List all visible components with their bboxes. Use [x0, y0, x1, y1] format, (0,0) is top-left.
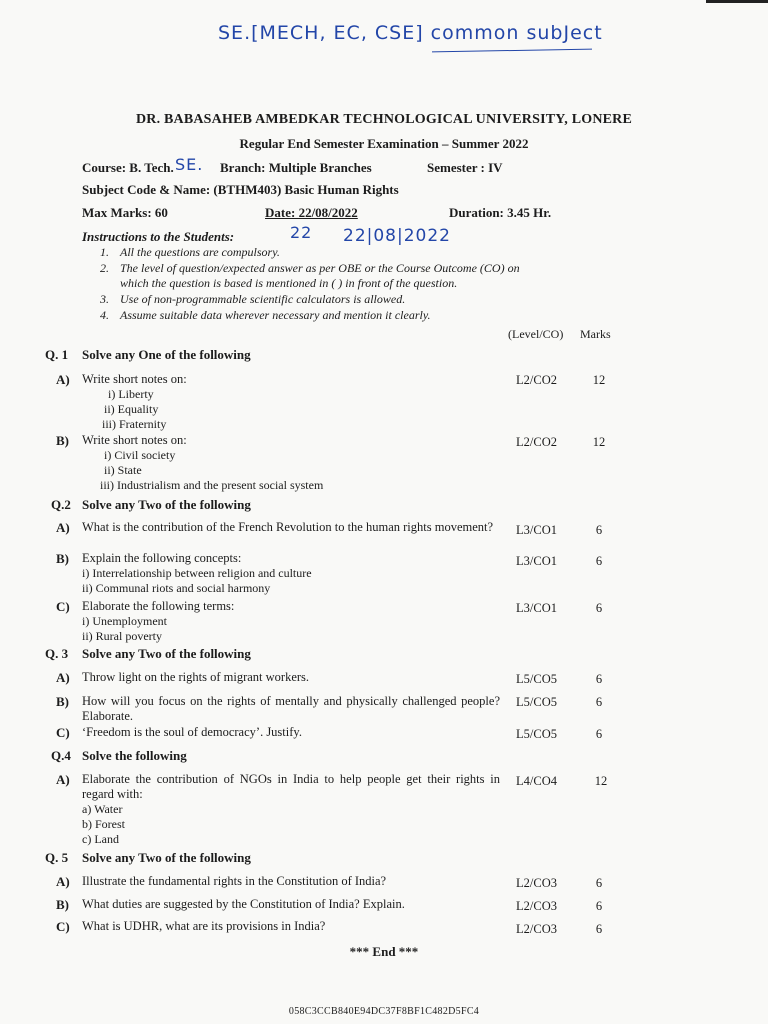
question-text: Illustrate the fundamental rights in the Constitution of India?: [82, 874, 387, 888]
end-marker: *** End ***: [349, 944, 419, 959]
question-text: Write short notes on: i) Civil society ii) State iii) Industrialism and the present social system: [82, 433, 324, 492]
level-co: L3/CO1: [516, 554, 557, 568]
question-heading: Solve any Two of the following: [82, 646, 251, 661]
branch: Branch: Multiple Branches: [220, 160, 372, 175]
university-title: DR. BABASAHEB AMBEDKAR TECHNOLOGICAL UNIVERSITY, LONERE: [135, 112, 633, 127]
question-text: Throw light on the rights of migrant workers.: [82, 670, 310, 684]
part-label: A): [56, 520, 70, 535]
semester: Semester : IV: [427, 160, 503, 175]
question-heading: Solve any Two of the following: [82, 497, 251, 512]
marks: 6: [595, 922, 603, 936]
question-text: How will you focus on the rights of mentally and physically challenged people? Elaborate.: [82, 694, 500, 723]
handwritten-se-mark: SE.: [175, 155, 204, 174]
part-label: C): [56, 919, 70, 934]
level-co: L2/CO3: [516, 922, 557, 936]
level-co: L4/CO4: [516, 774, 557, 788]
question-heading: Solve any Two of the following: [82, 850, 251, 865]
level-co: L5/CO5: [516, 727, 557, 741]
part-label: C): [56, 599, 70, 614]
question-heading: Solve the following: [82, 748, 187, 763]
marks-header: Marks: [580, 327, 611, 341]
marks: 6: [595, 695, 603, 709]
scan-edge-mark: [706, 0, 768, 3]
marks: 6: [595, 672, 603, 686]
marks: 6: [595, 601, 603, 615]
part-label: A): [56, 772, 70, 787]
marks: 12: [594, 774, 608, 788]
handwritten-date-old: 22: [290, 223, 313, 242]
part-label: B): [56, 897, 69, 912]
level-co: L2/CO2: [516, 435, 557, 449]
question-number: Q. 5: [45, 850, 69, 865]
instruction-4: 4. Assume suitable data wherever necessary and mention it clearly.: [100, 308, 431, 322]
marks: 6: [595, 554, 603, 568]
question-text: Elaborate the following terms: i) Unemployment ii) Rural poverty: [82, 599, 235, 643]
part-label: C): [56, 725, 70, 740]
part-label: A): [56, 670, 70, 685]
question-number: Q.2: [51, 497, 71, 512]
part-label: B): [56, 433, 69, 448]
exam-title: Regular End Semester Examination – Summer 2022: [239, 136, 529, 151]
part-label: B): [56, 551, 69, 566]
marks: 6: [595, 899, 603, 913]
question-text: Explain the following concepts: i) Interrelationship between religion and culture ii) Communal riots and social harmony: [82, 551, 312, 595]
level-co: L5/CO5: [516, 695, 557, 709]
handwritten-underline: [432, 49, 592, 53]
course: Course: B. Tech.: [82, 160, 174, 175]
handwritten-note: SE.[MECH, EC, CSE] common subJect: [218, 22, 603, 44]
level-co: L3/CO1: [516, 601, 557, 615]
question-text: What is UDHR, what are its provisions in India?: [82, 919, 326, 933]
level-co: L3/CO1: [516, 523, 557, 537]
marks: 6: [595, 876, 603, 890]
question-heading: Solve any One of the following: [82, 347, 251, 362]
subject: Subject Code & Name: (BTHM403) Basic Human Rights: [82, 182, 399, 197]
handwritten-date-new: 22|08|2022: [343, 226, 451, 246]
instruction-1: 1. All the questions are compulsory.: [100, 245, 280, 259]
level-co: L5/CO5: [516, 672, 557, 686]
marks: 6: [595, 523, 603, 537]
question-text: What duties are suggested by the Constitution of India? Explain.: [82, 897, 405, 911]
marks: 6: [595, 727, 603, 741]
instruction-3: 3. Use of non-programmable scientific calculators is allowed.: [100, 292, 406, 306]
instruction-2: 2. The level of question/expected answer as per OBE or the Course Outcome (CO) on which the question is based is mentioned in ( ) in front of the question.: [100, 261, 520, 290]
question-text: Elaborate the contribution of NGOs in India to help people get their rights in regard with: a) Water b) Forest c) Land: [82, 772, 500, 846]
marks: 12: [592, 373, 606, 387]
question-text: What is the contribution of the French Revolution to the human rights movement?: [82, 520, 494, 534]
question-text: ‘Freedom is the soul of democracy’. Justify.: [82, 725, 302, 739]
marks: 12: [592, 435, 606, 449]
max-marks: Max Marks: 60: [82, 205, 168, 220]
level-co: L2/CO3: [516, 876, 557, 890]
question-text: Write short notes on: i) Liberty ii) Equality iii) Fraternity: [82, 372, 187, 431]
level-co-header: (Level/CO): [508, 327, 564, 341]
question-number: Q. 1: [45, 347, 69, 362]
question-number: Q. 3: [45, 646, 69, 661]
part-label: A): [56, 874, 70, 889]
instructions-heading: Instructions to the Students:: [82, 229, 235, 244]
question-number: Q.4: [51, 748, 71, 763]
part-label: B): [56, 694, 69, 709]
exam-date: Date: 22/08/2022: [265, 205, 358, 220]
duration: Duration: 3.45 Hr.: [449, 205, 552, 220]
level-co: L2/CO3: [516, 899, 557, 913]
part-label: A): [56, 372, 70, 387]
level-co: L2/CO2: [516, 373, 557, 387]
paper-hash: 058C3CCB840E94DC37F8BF1C482D5FC4: [288, 1006, 480, 1017]
